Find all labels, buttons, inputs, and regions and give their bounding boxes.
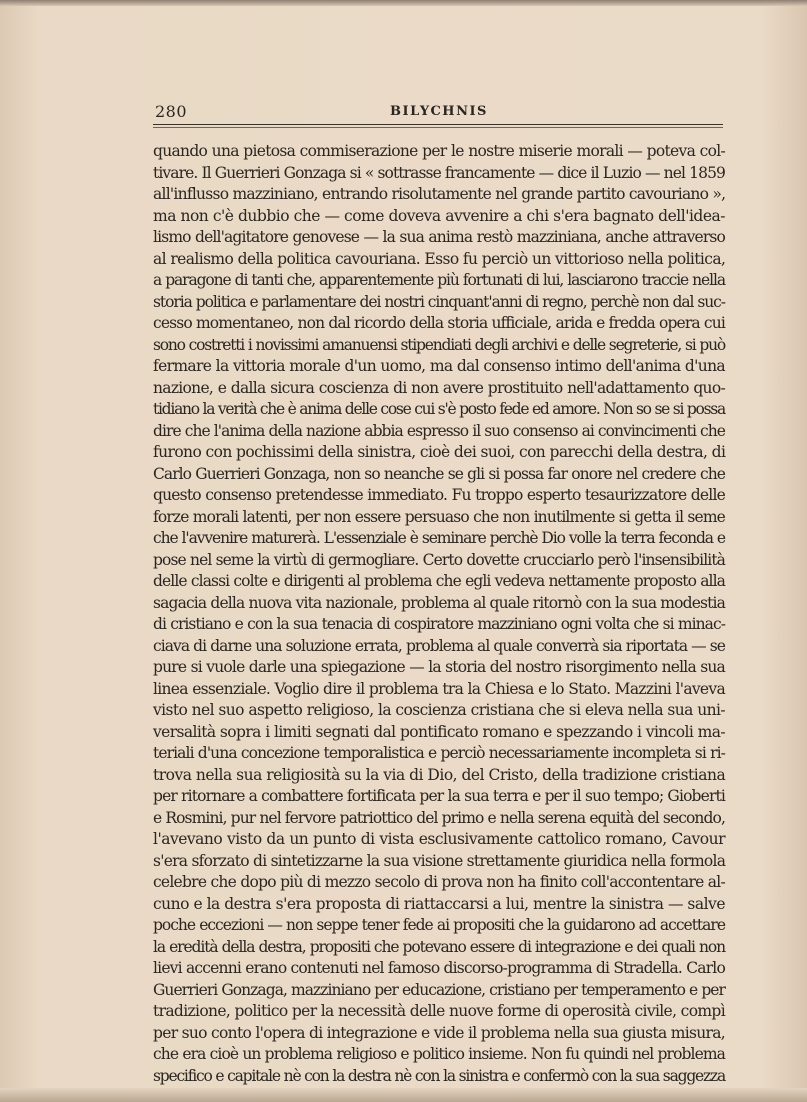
- text-line: ma non c'è dubbio che — come doveva avvenire a chi s'era bagnato dell'idea-: [153, 206, 725, 225]
- text-line: tradizione, politico per la necessità delle nuove forme di operosità civile, compì: [153, 1002, 725, 1020]
- text-line: trova nella sua religiosità su la via di Dio, del Cristo, della tradizione cristiana: [153, 765, 726, 784]
- page-top-edge: [0, 0, 807, 6]
- text-line: ciava di darne una soluzione errata, problema al quale converrà sia riportata — se: [153, 636, 725, 655]
- text-line: all'influsso mazziniano, entrando risolutamente nel grande partito cavouriano »,: [153, 185, 726, 203]
- text-line: che era cioè un problema religioso e politico insieme. Non fu quindi nel problema: [153, 1045, 725, 1063]
- text-line: quando una pietosa commiserazione per le nostre miserie morali — poteva col-: [153, 142, 725, 160]
- text-line: per suo conto l'opera di integrazione e vide il problema nella sua giusta misura,: [153, 1023, 725, 1042]
- page-header: [153, 102, 725, 124]
- text-line: al realismo della politica cavouriana. Esso fu perciò un vittorioso nella politica,: [153, 249, 726, 268]
- text-line: furono con pochissimi della sinistra, cioè dei suoi, con parecchi della destra, di: [153, 443, 726, 461]
- text-line: sono costretti i novissimi amanuensi stipendiati degli archivi e delle segreterie, si può: [153, 335, 725, 354]
- text-line: sagacia della nuova vita nazionale, problema al quale ritornò con la sua modestia: [153, 593, 725, 612]
- text-line: Guerrieri Gonzaga, mazziniano per educazione, cristiano per temperamento e per: [153, 980, 725, 999]
- text-line: per ritornare a combattere fortificata per la sua terra e per il suo tempo; Gioberti: [153, 787, 725, 805]
- text-line: fermare la vittoria morale d'un uomo, ma dal consenso intimo dell'anima d'una: [153, 357, 725, 375]
- text-line: storia politica e parlamentare dei nostri cinquant'anni di regno, perchè non dal suc-: [153, 292, 725, 311]
- text-line: visto nel suo aspetto religioso, la coscienza cristiana che si eleva nella sua uni-: [153, 701, 725, 719]
- text-line: pose nel seme la virtù di germogliare. Certo dovette crucciarlo però l'insensibilità: [153, 550, 725, 569]
- text-line: la eredità della destra, propositi che potevano essere di integrazione e dei quali non: [153, 937, 725, 956]
- text-line: lismo dell'agitatore genovese — la sua anima restò mazziniana, anche attraverso: [153, 228, 725, 246]
- text-line: specifico e capitale nè con la destra nè con la sinistra e confermò con la sua saggezza: [153, 1066, 725, 1085]
- page-number: 280: [155, 102, 188, 121]
- text-line: celebre che dopo più di mezzo secolo di prova non ha finito coll'accontentare al-: [153, 873, 725, 891]
- body-text: [153, 141, 725, 1087]
- text-line: pure si vuole darle una spiegazione — la storia del nostro risorgimento nella sua: [153, 658, 725, 676]
- text-line: cuno e la destra s'era proposta di riattaccarsi a lui, mentre la sinistra — salve: [153, 894, 725, 913]
- text-line: nazione, e dalla sicura coscienza di non avere prostituito nell'adattamento quo-: [153, 378, 725, 397]
- text-line: questo consenso pretendesse immediato. Fu troppo esperto tesaurizzatore delle: [153, 486, 725, 504]
- text-line: Carlo Guerrieri Gonzaga, non so neanche se gli si possa far onore nel credere che: [153, 464, 725, 483]
- text-line: a paragone di tanti che, apparentemente più fortunati di lui, lasciarono traccie nella: [153, 271, 725, 289]
- text-line: s'era sforzato di sintetizzarne la sua visione strettamente giuridica nella formola: [153, 851, 726, 870]
- header-rule: [153, 124, 723, 125]
- header-rule-secondary: [153, 127, 723, 128]
- text-line: linea essenziale. Voglio dire il problema tra la Chiesa e lo Stato. Mazzini l'aveva: [153, 679, 725, 698]
- text-line: tivare. Il Guerrieri Gonzaga si « sottrasse francamente — dice il Luzio — nel 1859: [153, 163, 725, 182]
- text-line: forze morali latenti, per non essere persuaso che non inutilmente si getta il seme: [153, 507, 725, 526]
- text-line: dire che l'anima della nazione abbia espresso il suo consenso ai convincimenti che: [153, 421, 725, 440]
- text-line: che l'avvenire maturerà. L'essenziale è seminare perchè Dio volle la terra feconda e: [153, 529, 725, 547]
- text-line: cesso momentaneo, non dal ricordo della storia ufficiale, arida e fredda opera cui: [153, 314, 725, 332]
- text-line: e Rosmini, pur nel fervore patriottico del primo e nella serena equità del secondo,: [153, 808, 725, 827]
- text-line: lievi accenni erano contenuti nel famoso discorso-programma di Stradella. Carlo: [153, 959, 725, 977]
- text-line: di cristiano e con la sua tenacia di cospiratore mazziniano ogni volta che si minac-: [153, 615, 725, 633]
- text-line: l'avevano visto da un punto di vista esclusivamente cattolico romano, Cavour: [153, 830, 725, 848]
- page-bottom-edge: [0, 1088, 807, 1102]
- text-line: versalità sopra i limiti segnati dal pontificato romano e spezzando i vincoli ma-: [153, 722, 725, 741]
- text-line: delle classi colte e dirigenti al problema che egli vedeva nettamente proposto alla: [153, 572, 725, 590]
- text-line: poche eccezioni — non seppe tener fede ai propositi che la guidarono ad accettare: [153, 916, 725, 934]
- text-line: tidiano la verità che è anima delle cose cui s'è posto fede ed amore. Non so se si possa: [153, 400, 725, 418]
- text-line: teriali d'una concezione temporalistica e perciò necessariamente incompleta si ri-: [153, 744, 725, 762]
- running-head: BILYCHNIS: [390, 104, 488, 119]
